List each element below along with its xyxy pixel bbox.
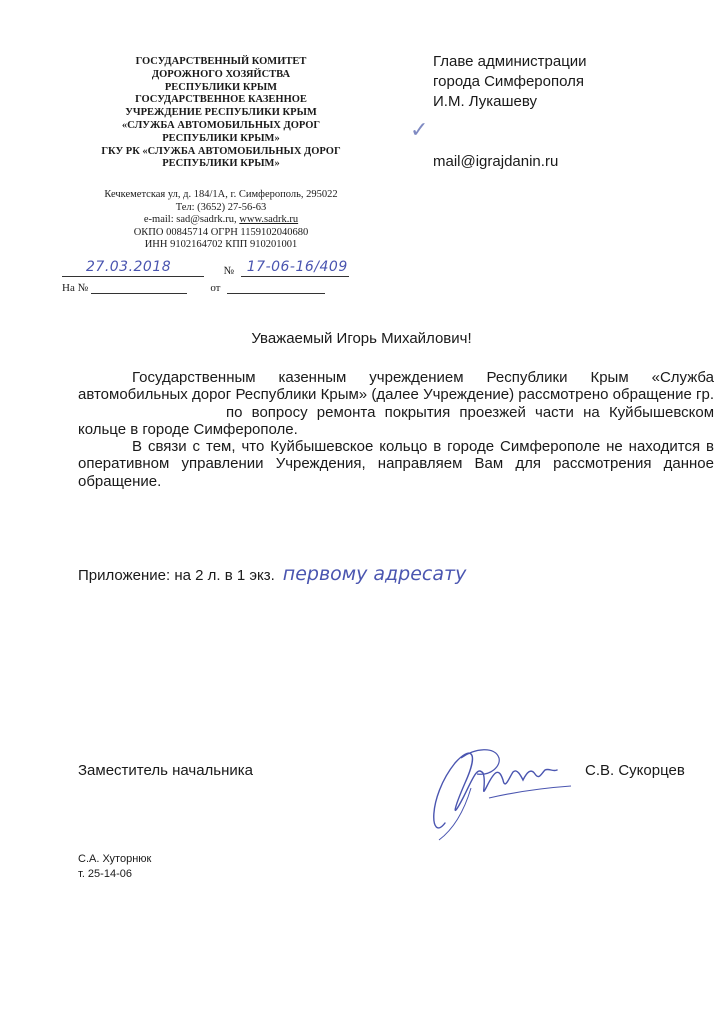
letter-body	[78, 369, 714, 490]
org-website-link[interactable]: www.sadrk.ru	[239, 214, 299, 226]
signer-position: Заместитель начальника	[78, 762, 254, 779]
paragraph-text: Государственным казенным учреждением Республики Крым «Служба автомобильных дорог Республики Крым» (далее Учреждение) рассмотрено обращение гр.	[78, 369, 714, 404]
reference-number-label: На №	[62, 282, 89, 294]
addressee-block	[433, 52, 587, 112]
outgoing-date: 27.03.2018	[86, 259, 172, 275]
attachment-text: Приложение: на 2 л. в 1 экз.	[78, 567, 275, 584]
org-email: e-mail: sad@sadrk.ru,	[143, 214, 240, 226]
org-line: «СЛУЖБА АВТОМОБИЛЬНЫХ ДОРОГ	[121, 119, 321, 131]
outgoing-registration	[62, 259, 362, 280]
org-phone: Тел: (3652) 27-56-63	[175, 201, 267, 213]
org-line: ГКУ РК «СЛУЖБА АВТОМОБИЛЬНЫХ ДОРОГ	[101, 145, 341, 157]
reference-registration	[62, 282, 362, 298]
org-line: РЕСПУБЛИКИ КРЫМ»	[162, 132, 280, 144]
org-inn-kpp: ИНН 9102164702 КПП 910201001	[144, 239, 298, 251]
reference-number-field	[91, 282, 187, 294]
outgoing-number: 17-06-16/409	[246, 259, 348, 275]
org-line: УЧРЕЖДЕНИЕ РЕСПУБЛИКИ КРЫМ	[125, 107, 317, 119]
organization-contacts	[62, 189, 380, 252]
paragraph: В связи с тем, что Куйбышевское кольцо в городе Симферополе не находится в оперативном управлении Учреждения, направляем Вам для рассмотрения данное обращение.	[78, 438, 714, 490]
org-email-line	[62, 214, 380, 227]
org-line: ГОСУДАРСТВЕННОЕ КАЗЕННОЕ	[135, 94, 307, 106]
org-okpo-ogrn: ОКПО 00845714 ОГРН 1159102040680	[133, 226, 309, 238]
outgoing-number-field	[241, 259, 349, 277]
org-line: ГОСУДАРСТВЕННЫЙ КОМИТЕТ	[135, 56, 307, 67]
addressee-line: И.М. Лукашеву	[433, 93, 538, 110]
org-line: ДОРОЖНОГО ХОЗЯЙСТВА	[151, 68, 291, 80]
executor-phone: т. 25-14-06	[78, 867, 132, 880]
attachment-line	[78, 563, 466, 585]
addressee-line: Главе администрации	[433, 53, 587, 70]
outgoing-date-field	[62, 259, 204, 277]
paragraph	[78, 369, 714, 438]
org-address: Кечкеметская ул, д. 184/1А, г. Симферополь, 295022	[104, 189, 338, 200]
handwritten-signature	[425, 728, 575, 853]
salutation: Уважаемый Игорь Михайлович!	[251, 330, 472, 347]
reference-from-label: от	[210, 282, 221, 294]
addressee-email: mail@igrajdanin.ru	[433, 153, 559, 170]
outgoing-number-label: №	[223, 265, 234, 277]
executor-name: С.А. Хуторнюк	[78, 853, 152, 865]
check-mark-icon: ✓	[410, 118, 429, 143]
signer-name: С.В. Сукорцев	[585, 762, 685, 779]
paragraph-text: по вопросу ремонта покрытия проезжей части на Куйбышевском кольце в городе Симферополе.	[78, 403, 714, 438]
org-line: РЕСПУБЛИКИ КРЫМ»	[162, 158, 280, 170]
attachment-handwritten-note: первому адресату	[282, 563, 467, 585]
signature-icon	[425, 728, 575, 848]
executor-block	[78, 852, 151, 881]
reference-date-field	[227, 282, 325, 294]
organization-header	[62, 56, 380, 171]
addressee-line: города Симферополя	[433, 73, 585, 90]
org-line: РЕСПУБЛИКИ КРЫМ	[164, 81, 278, 93]
